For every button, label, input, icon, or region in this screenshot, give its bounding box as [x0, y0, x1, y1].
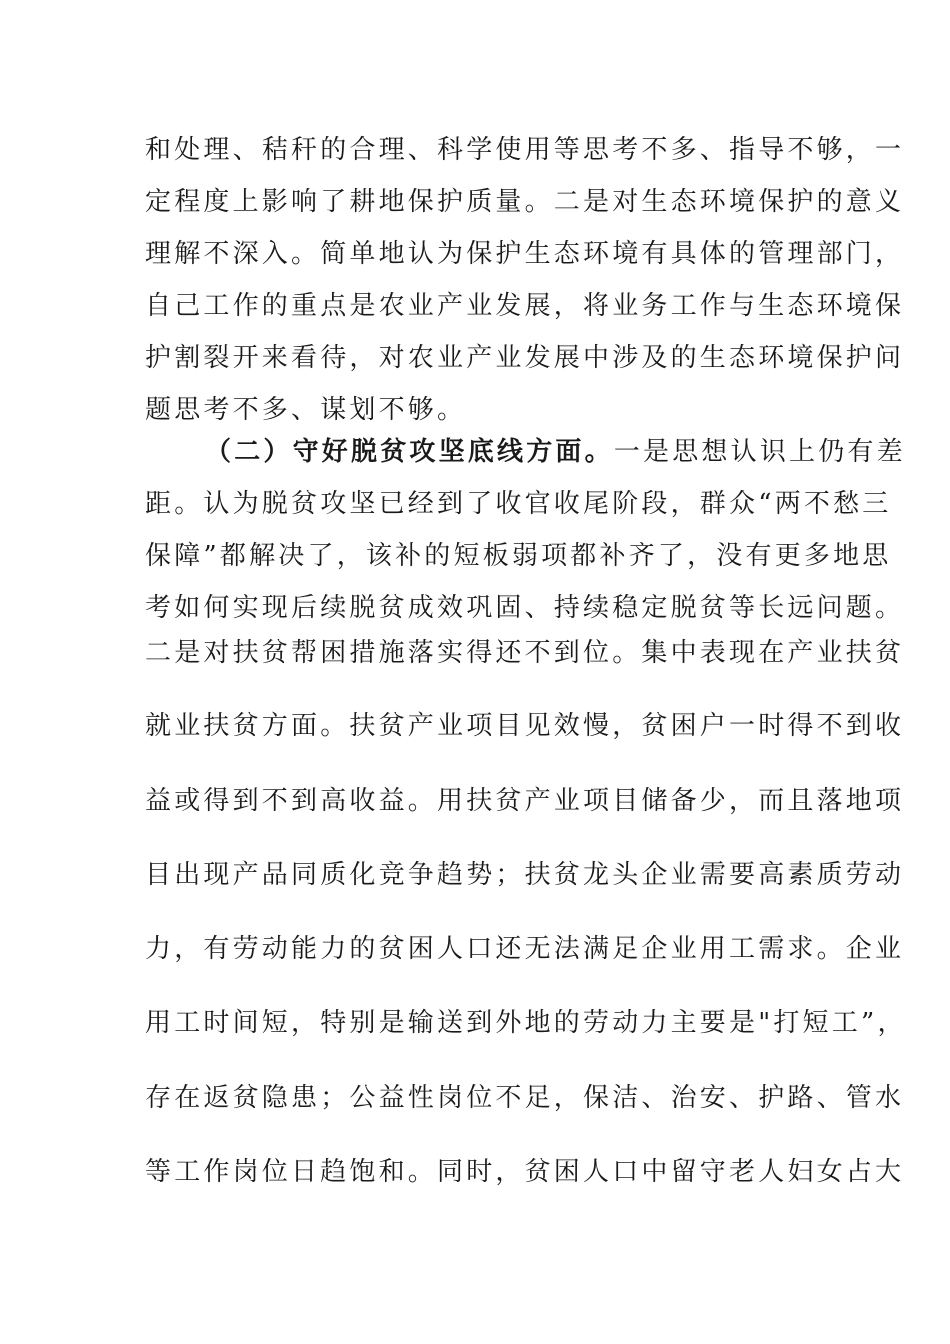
- section-heading: （二）守好脱贫攻坚底线方面。: [205, 437, 614, 467]
- paragraph-line: 和处理、秸秆的合理、科学使用等思考不多、指导不够，一: [145, 135, 905, 165]
- section-heading-continuation: 一是思想认识上仍有差: [613, 437, 906, 467]
- paragraph-line: 力，有劳动能力的贫困人口还无法满足企业用工需求。企业: [145, 934, 905, 964]
- paragraph-line: 距。认为脱贫攻坚已经到了收官收尾阶段，群众“两不愁三: [145, 489, 892, 519]
- paragraph-line: 题思考不多、谋划不够。: [145, 395, 467, 425]
- paragraph-line: 用工时间短，特别是输送到外地的劳动力主要是"打短工”，: [145, 1008, 907, 1038]
- paragraph-line: 二是对扶贫帮困措施落实得还不到位。集中表现在产业扶贫: [145, 638, 905, 668]
- paragraph-line: 考如何实现后续脱贫成效巩固、持续稳定脱贫等长远问题。: [145, 593, 905, 623]
- section-heading-line: [205, 435, 906, 469]
- paragraph-line: 目出现产品同质化竞争趋势；扶贫龙头企业需要高素质劳动: [145, 860, 905, 890]
- paragraph-line: 护割裂开来看待，对农业产业发展中涉及的生态环境保护问: [145, 343, 905, 373]
- paragraph-line: 就业扶贫方面。扶贫产业项目见效慢，贫困户一时得不到收: [145, 711, 905, 741]
- paragraph-line: 定程度上影响了耕地保护质量。二是对生态环境保护的意义: [145, 187, 905, 217]
- paragraph-line: 自己工作的重点是农业产业发展，将业务工作与生态环境保: [145, 291, 905, 321]
- paragraph-line: 等工作岗位日趋饱和。同时，贫困人口中留守老人妇女占大: [145, 1157, 905, 1187]
- paragraph-line: 理解不深入。简单地认为保护生态环境有具体的管理部门，: [145, 239, 905, 269]
- paragraph-line: 存在返贫隐患；公益性岗位不足，保洁、治安、护路、管水: [145, 1083, 905, 1113]
- paragraph-line: 益或得到不到高收益。用扶贫产业项目储备少，而且落地项: [145, 786, 905, 816]
- paragraph-line: 保障”都解决了，该补的短板弱项都补齐了，没有更多地思: [145, 541, 892, 571]
